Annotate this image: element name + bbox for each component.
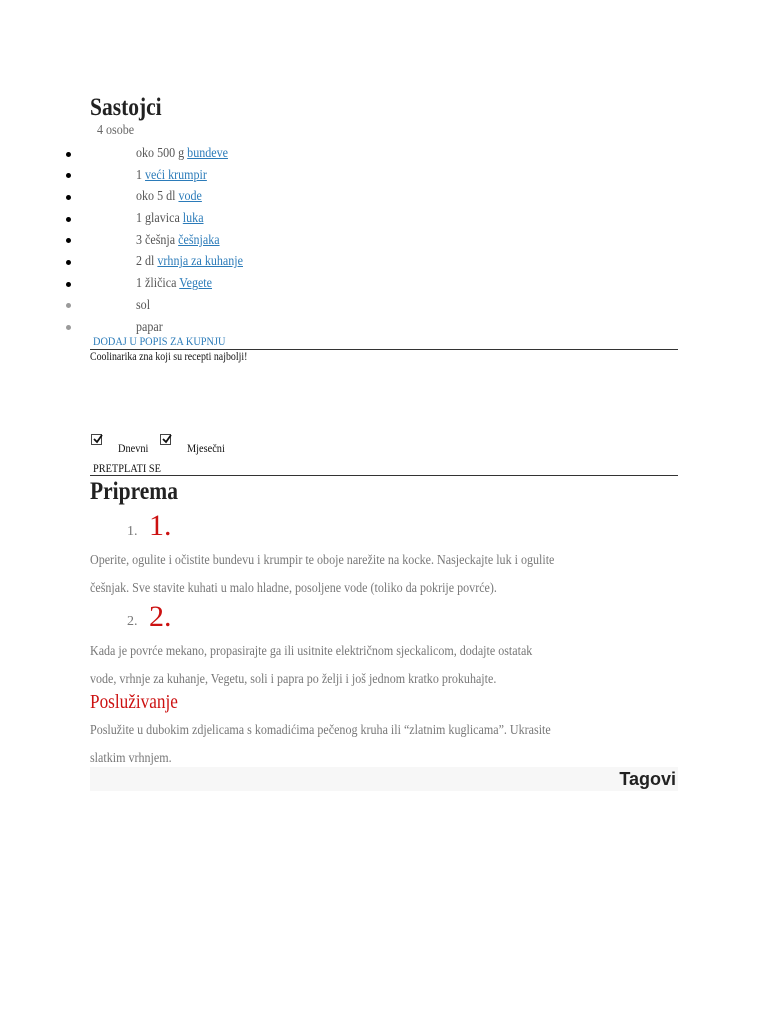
bullet-icon (66, 217, 71, 222)
ingredient-text (136, 208, 204, 230)
ingredients-list (0, 143, 768, 338)
newsletter-tagline: Coolinarika zna koji su recepti najbolji! (90, 351, 248, 363)
serving-text-line: Poslužite u dubokim zdjelicama s komadićima pečenog kruha ili “zlatnim kuglicama”. Ukrasite (90, 723, 551, 738)
ingredient-amount: 1 žličica (136, 276, 177, 292)
bullet-icon (66, 303, 71, 308)
ingredient-link[interactable]: vode (178, 189, 202, 205)
ingredient-amount: 1 (136, 167, 143, 183)
ingredient-link[interactable]: luka (182, 211, 204, 227)
step-text-line: Kada je povrće mekano, propasirajte ga ili usitnite električnom sjeckalicom, dodajte ostatak (90, 644, 533, 659)
list-item (0, 143, 768, 165)
daily-label: Dnevni (118, 441, 149, 455)
step-text-line: češnjak. Sve stavite kuhati u malo hladne, posoljene vode (toliko da pokrije povrće). (90, 580, 497, 596)
bullet-icon (66, 238, 71, 243)
step-text-line: vode, vrhnje za kuhanje, Vegetu, soli i papra po želji i još jednom kratko prokuhajte. (90, 671, 497, 687)
monthly-checkbox[interactable] (160, 434, 171, 445)
step-text-line: Operite, ogulite i očistite bundevu i krumpir te oboje narežite na kocke. Nasjeckajte luk i ogulite (90, 553, 555, 568)
bullet-icon (66, 282, 71, 287)
servings-count: 4 osobe (97, 123, 135, 138)
list-item (0, 186, 768, 208)
ingredient-link[interactable]: veći krumpir (145, 167, 207, 183)
ingredient-text (136, 186, 202, 208)
bullet-icon (66, 173, 71, 178)
step-number: 1. (149, 509, 172, 542)
step-number: 2. (149, 600, 172, 633)
checkmark-icon (92, 433, 104, 445)
ingredient-amount: 3 češnja (136, 232, 176, 248)
list-item (0, 251, 768, 273)
checkmark-icon (161, 433, 173, 445)
bullet-icon (66, 325, 71, 330)
list-item (0, 208, 768, 230)
ingredient-text (136, 143, 228, 165)
serving-title: Posluživanje (90, 691, 178, 713)
ingredient-link[interactable]: bundeve (187, 146, 228, 161)
bullet-icon (66, 195, 71, 200)
preparation-title: Priprema (90, 478, 178, 505)
monthly-label: Mjesečni (187, 441, 225, 455)
ingredient-amount: 2 dl (136, 254, 155, 270)
step-text (90, 638, 768, 693)
ingredient-amount: oko 5 dl (136, 189, 176, 205)
ingredient-text: sol (136, 297, 151, 313)
step-marker: 2. (127, 614, 138, 629)
ingredient-text (136, 230, 220, 252)
ingredient-text: papar (136, 319, 163, 335)
tags-title: Tagovi (619, 769, 676, 789)
list-item (0, 273, 768, 295)
ingredient-link[interactable]: češnjaka (178, 232, 220, 248)
list-item (0, 230, 768, 252)
ingredient-text (136, 251, 243, 273)
bullet-icon (66, 260, 71, 265)
add-to-shopping-list-link[interactable]: DODAJ U POPIS ZA KUPNJU (93, 334, 226, 348)
ingredient-text (136, 273, 212, 295)
daily-checkbox[interactable] (91, 434, 102, 445)
ingredient-amount: 1 glavica (136, 211, 180, 227)
step-marker: 1. (127, 524, 138, 539)
list-item (0, 295, 768, 317)
ingredient-amount: oko 500 g (136, 146, 185, 161)
serving-text-line: slatkim vrhnjem. (90, 750, 172, 766)
tags-bar (90, 767, 678, 791)
step-text (90, 547, 768, 602)
ingredient-link[interactable]: Vegete (179, 276, 213, 292)
serving-text (90, 717, 768, 772)
ingredient-link[interactable]: vrhnja za kuhanje (157, 254, 243, 270)
subscribe-button[interactable]: PRETPLATI SE (93, 461, 161, 475)
bullet-icon (66, 152, 71, 157)
ingredients-title: Sastojci (90, 94, 162, 121)
list-item (0, 165, 768, 187)
ingredient-text (136, 165, 207, 187)
divider (90, 475, 678, 476)
